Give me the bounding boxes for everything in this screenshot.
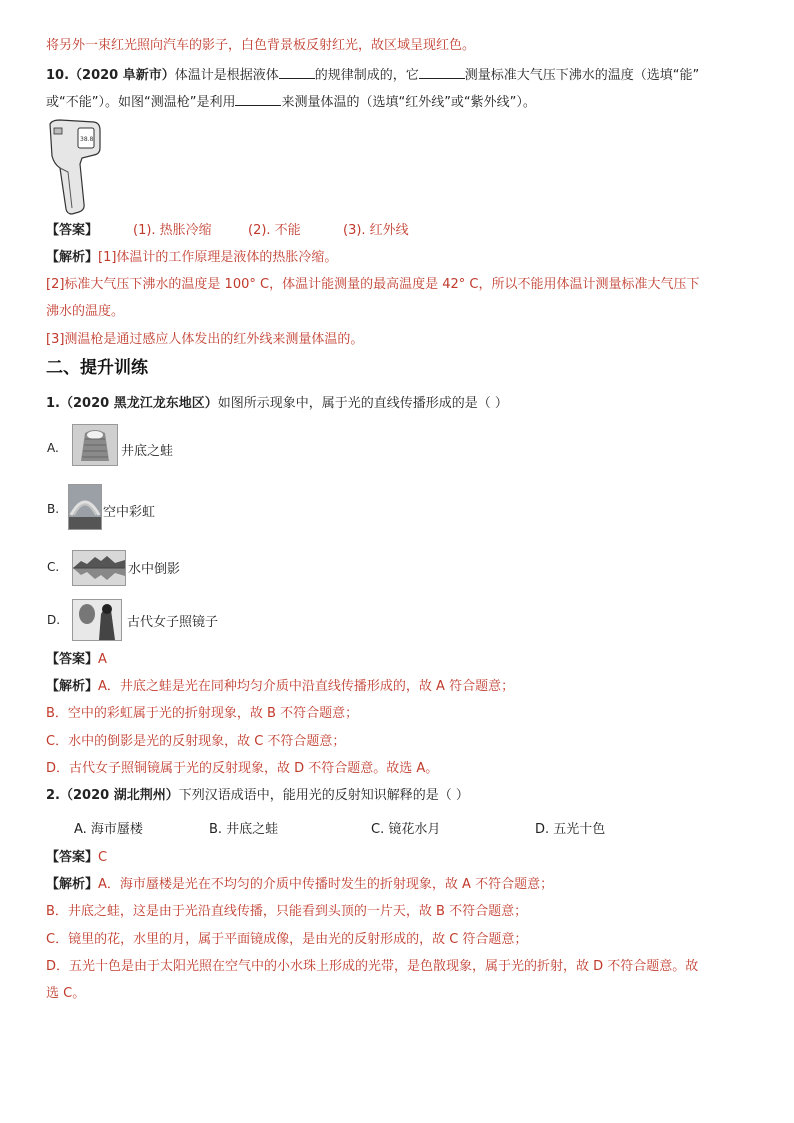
q10-answer-line (46, 222, 98, 240)
q2-source: （2020 湖北荆州） (59, 788, 179, 803)
q1-option-c-text: 水中倒影 (128, 562, 181, 577)
q2-choice-b[interactable]: B. 井底之蛙 (209, 822, 279, 837)
q10-blank-2[interactable] (419, 65, 465, 79)
q10-text-3: 测量标准大气压下沸水的温度（选填“能” (464, 68, 700, 83)
q1-option-c-label[interactable]: C. (47, 560, 60, 574)
q10-text-5: 来测量体温的（选填“红外线”或“紫外线”）。 (281, 95, 536, 110)
q1-number: 1. (46, 396, 60, 411)
q2-analysis-line1 (46, 876, 553, 894)
q1-option-a-text: 井底之蛙 (121, 444, 174, 459)
q1-option-a-label[interactable]: A. (47, 441, 59, 455)
q10-source: （2020 阜新市） (69, 68, 175, 83)
q1-analysis-line1 (46, 678, 514, 696)
thermometer-gun-image (46, 118, 102, 216)
q2-analysis-1: A．海市蜃楼是光在不均匀的介质中传播时发生的折射现象，故 A 不符合题意； (98, 877, 554, 892)
q2-answer-line (46, 849, 107, 867)
well-frog-image (72, 424, 118, 466)
q10-text-4: 或“不能”）。如图“测温枪”是利用 (46, 95, 236, 110)
q2-number: 2. (46, 788, 60, 803)
q10-text-1: 体温计是根据液体 (174, 68, 279, 83)
q10-answer-2: (2). 不能 (248, 223, 301, 238)
q10-analysis-2b: 沸水的温度。 (46, 304, 125, 319)
q1-option-b-text: 空中彩虹 (103, 505, 156, 520)
q1-stem (46, 395, 508, 413)
q10-analysis-2: [2]标准大气压下沸水的温度是 100° C，体温计能测量的最高温度是 42° C，所以不能用体温计测量标准大气压下 (46, 277, 700, 292)
q2-analysis-4: D．五光十色是由于太阳光照在空气中的小水珠上形成的光带，是色散现象，属于光的折射，故 D 不符合题意。故 (46, 959, 699, 974)
q1-answer-tag: 【答案】 (46, 652, 99, 667)
q2-analysis-5: 选 C。 (46, 986, 86, 1001)
q10-answer-1: (1). 热胀冷缩 (133, 223, 212, 238)
gun-display-text: 38.8 (80, 136, 94, 143)
q10-analysis-3: [3]测温枪是通过感应人体发出的红外线来测量体温的。 (46, 332, 364, 347)
q1-stem-text: 如图所示现象中，属于光的直线传播形成的是（ ） (217, 396, 508, 411)
q1-answer-line (46, 651, 107, 669)
q1-analysis-3: C．水中的倒影是光的反射现象，故 C 不符合题意； (46, 734, 346, 749)
q9-analysis-tail: 将另外一束红光照向汽车的影子，白色背景板反射红光，故区域呈现红色。 (46, 38, 476, 53)
q2-analysis-3: C．镜里的花，水里的月，属于平面镜成像，是由光的反射形成的，故 C 符合题意； (46, 932, 528, 947)
q10-analysis-tag: 【解析】 (46, 250, 99, 265)
q2-choice-c[interactable]: C. 镜花水月 (371, 822, 441, 837)
q10-number: 10. (46, 68, 70, 83)
q2-answer-tag: 【答案】 (46, 850, 99, 865)
q1-option-b-label[interactable]: B. (47, 502, 60, 516)
section-heading: 二、提升训练 (46, 358, 148, 378)
q1-analysis-tag: 【解析】 (46, 679, 99, 694)
q10-answer-tag: 【答案】 (46, 223, 99, 238)
q1-analysis-1: A．井底之蛙是光在同种均匀介质中沿直线传播形成的，故 A 符合题意； (98, 679, 515, 694)
q10-blank-1[interactable] (279, 65, 315, 79)
q10-blank-3[interactable] (235, 92, 281, 106)
q10-analysis-line1 (46, 249, 337, 267)
q2-stem-text: 下列汉语成语中，能用光的反射知识解释的是（ ） (178, 788, 469, 803)
q2-analysis-2: B．井底之蛙，这是由于光沿直线传播，只能看到头顶的一片天，故 B 不符合题意； (46, 904, 528, 919)
water-reflection-image (72, 550, 126, 586)
q10-stem-line2 (46, 92, 536, 112)
q10-text-2: 的规律制成的，它 (314, 68, 419, 83)
q1-source: （2020 黑龙江龙东地区） (59, 396, 218, 411)
q1-analysis-4: D．古代女子照铜镜属于光的反射现象，故 D 不符合题意。故选 A。 (46, 761, 439, 776)
q2-stem (46, 787, 469, 805)
q2-answer: C (98, 850, 108, 865)
q1-option-d-text: 古代女子照镜子 (127, 615, 219, 630)
ancient-mirror-image (72, 599, 122, 641)
q2-choice-d[interactable]: D. 五光十色 (535, 822, 606, 837)
q1-analysis-2: B．空中的彩虹属于光的折射现象，故 B 不符合题意； (46, 706, 359, 721)
q1-answer: A (98, 652, 107, 667)
q10-stem-line1 (46, 65, 699, 85)
q10-answer-3: (3). 红外线 (343, 223, 409, 238)
q1-option-d-label[interactable]: D. (47, 613, 61, 627)
q2-analysis-tag: 【解析】 (46, 877, 99, 892)
rainbow-image (68, 484, 102, 530)
q2-choice-a[interactable]: A. 海市蜃楼 (74, 822, 143, 837)
q10-analysis-1: [1]体温计的工作原理是液体的热胀冷缩。 (98, 250, 338, 265)
